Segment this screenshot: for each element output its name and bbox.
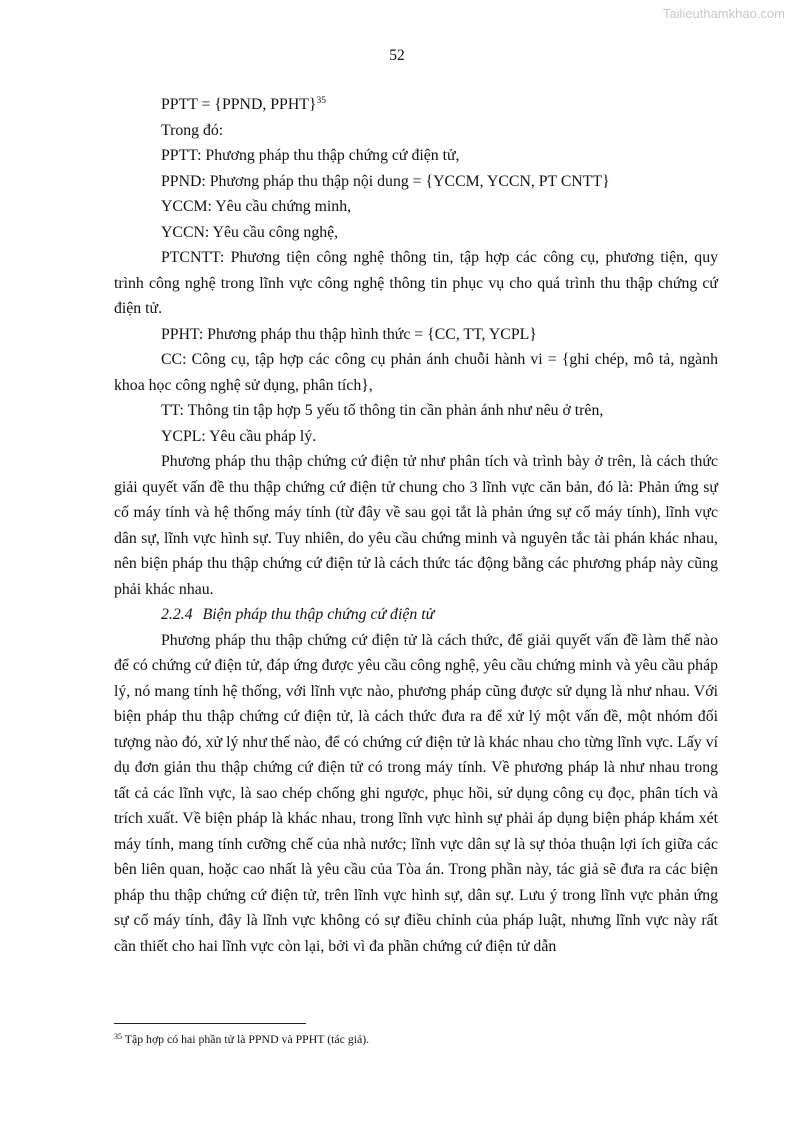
- definition-yccm: YCCM: Yêu cầu chứng minh,: [161, 198, 352, 215]
- footnote-text: Tập hợp có hai phần tử là PPND và PPHT (tác giả).: [124, 1032, 370, 1046]
- definition-cc: CC: Công cụ, tập hợp các công cụ phản ánh chuỗi hành vi = {ghi chép, mô tả, ngành khoa học công nghệ sử dụng, phân tích},: [114, 351, 718, 394]
- definition-ppht: PPHT: Phương pháp thu thập hình thức = {CC, TT, YCPL}: [161, 325, 537, 343]
- footnote: [114, 1031, 718, 1047]
- section-title: Biện pháp thu thập chứng cứ điện tử: [202, 606, 435, 623]
- section-number: 2.2.4: [161, 606, 193, 623]
- page-number: 52: [389, 47, 405, 64]
- definition-ppnd: PPND: Phương pháp thu thập nội dung = {YCCM, YCCN, PT CNTT}: [161, 172, 610, 190]
- watermark: Tailieuthamkhao.com: [662, 6, 785, 21]
- definition-pptt: PPTT: Phương pháp thu thập chứng cứ điện tử,: [161, 147, 460, 164]
- formula-pptt: [114, 92, 718, 118]
- paragraph-measures: Phương pháp thu thập chứng cứ điện tử là cách thức, để giải quyết vấn đề làm thế nào để có chứng cứ điện tử, đáp ứng được yêu cầu công nghệ, yêu cầu chứng minh và yêu cầu pháp lý, nó mang tính hệ thống, với lĩnh vực nào, phương pháp cũng được sử dụng là như nhau. Với biện pháp thu thập chứng cứ điện tử, là cách thức đưa ra để xử lý một vấn đề, một nhóm đối tượng nào đó, xử lý như thế nào, để có chứng cứ điện tử là khác nhau cho từng lĩnh vực. Lấy ví dụ đơn giản thu thập chứng cứ điện tử có trong máy tính. Về phương pháp là như nhau trong tất cả các lĩnh vực, là sao chép chống ghi ngược, phục hồi, sử dụng công cụ đọc, phân tích và trích xuất. Về biện pháp là khác nhau, trong lĩnh vực hình sự phải áp dụng biện pháp khám xét máy tính, mang tính cưỡng chế của nhà nước; lĩnh vực dân sự là sự thỏa thuận lợi ích giữa các bên liên quan, hoặc cao nhất là yêu cầu của Tòa án. Trong phần này, tác giả sẽ đưa ra các biện pháp thu thập chứng cứ điện tử, trên lĩnh vực hình sự, dân sự. Lưu ý trong lĩnh vực phản ứng sự cố máy tính, đây là lĩnh vực không có sự điều chỉnh của pháp luật, nhưng lĩnh vực này rất cần thiết cho hai lĩnh vực còn lại, bởi vì đa phần chứng cứ điện tử dẫn: [114, 631, 718, 955]
- definition-yccn: YCCN: Yêu cầu công nghệ,: [161, 223, 339, 241]
- document-body: [114, 92, 718, 959]
- definition-ycpl: YCPL: Yêu cầu pháp lý.: [161, 427, 317, 445]
- footnote-divider: [114, 1023, 306, 1024]
- footnote-number: 35: [114, 1032, 122, 1041]
- definition-ptcntt: PTCNTT: Phương tiện công nghệ thông tin, tập hợp các công cụ, phương tiện, quy trình công nghệ trong lĩnh vực công nghệ thông tin phục vụ cho quá trình thu thập chứng cứ điện tử.: [114, 249, 718, 317]
- formula-text: PPTT = {PPND, PPHT}: [161, 96, 317, 113]
- paragraph-method-summary: Phương pháp thu thập chứng cứ điện tử như phân tích và trình bày ở trên, là cách thức giải quyết vấn đề thu thập chứng cứ điện tử chung cho 3 lĩnh vực căn bản, đó là: Phản ứng sự cố máy tính và hệ thống máy tính (từ đây về sau gọi tắt là phản ứng sự cố máy tính), lĩnh vực dân sự, lĩnh vực hình sự. Tuy nhiên, do yêu cầu chứng minh và nguyên tắc tài phán khác nhau, nên biện pháp thu thập chứng cứ điện tử là cách thức tác động bằng các phương pháp này cũng phải khác nhau.: [114, 453, 718, 598]
- footnote-ref: 35: [316, 96, 326, 106]
- section-heading: [114, 602, 718, 628]
- paragraph-intro: Trong đó:: [161, 121, 224, 139]
- definition-tt: TT: Thông tin tập hợp 5 yếu tố thông tin cần phản ánh như nêu ở trên,: [161, 402, 604, 419]
